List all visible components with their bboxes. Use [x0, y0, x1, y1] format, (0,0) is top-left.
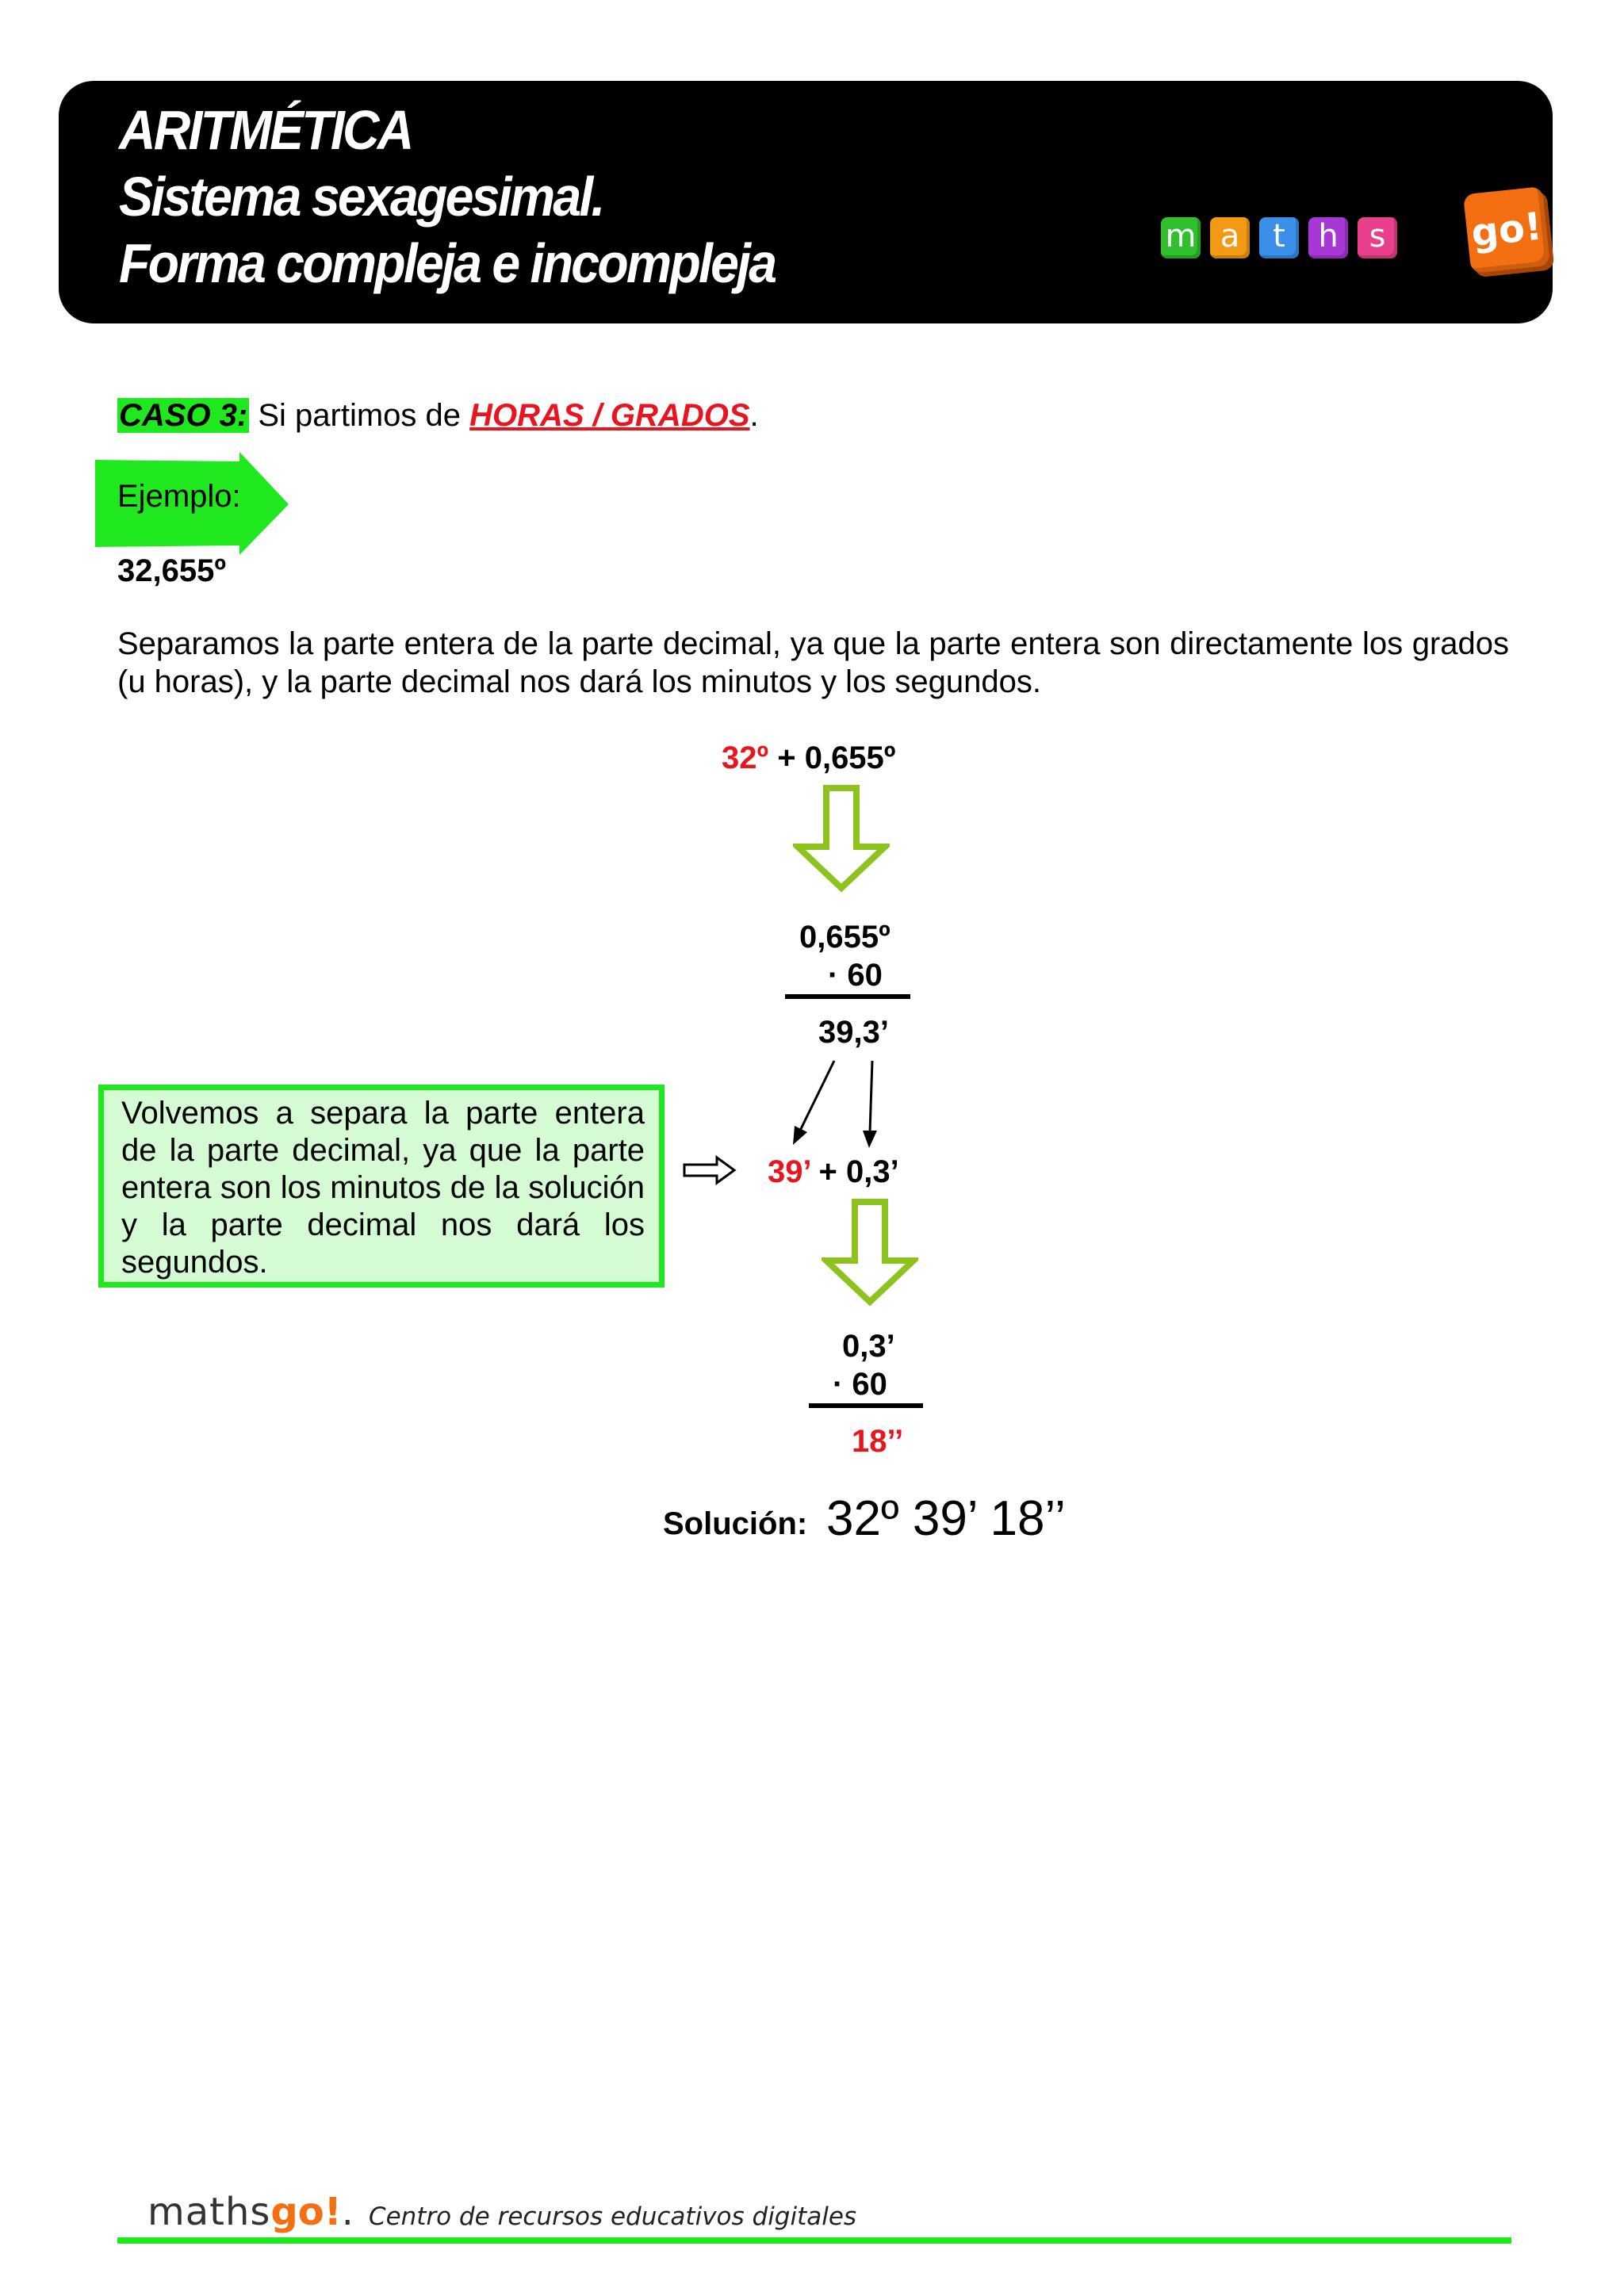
- step2-split: [768, 1154, 899, 1190]
- solution-value: 32º 39’ 18’’: [826, 1491, 1066, 1546]
- logo-cube-m: m: [1161, 217, 1201, 258]
- down-arrow-1-icon: [793, 785, 890, 893]
- logo-cube-a: a: [1210, 217, 1250, 258]
- footer-tagline: Centro de recursos educativos digitales: [368, 2202, 857, 2231]
- step1-dec: 0,655º: [804, 740, 896, 775]
- footer-dot: .: [341, 2190, 354, 2234]
- case-label: CASO 3:: [119, 398, 248, 433]
- case-line: [117, 398, 759, 434]
- solution-label: Solución:: [663, 1506, 808, 1541]
- mult1-factor: · 60: [828, 958, 883, 993]
- case-highlight: HORAS / GRADOS: [469, 398, 750, 433]
- mult1-rule: [785, 994, 910, 999]
- mathsgo-logo: [1161, 182, 1557, 277]
- step1-plus: +: [768, 740, 805, 775]
- example-value: 32,655º: [117, 553, 226, 588]
- footer-maths-text: maths: [147, 2190, 271, 2234]
- mult2-operand: 0,3’: [842, 1329, 895, 1364]
- note-text: Volvemos a separa la parte entera de la parte decimal, ya que la parte entera son los minutos de la solución y la parte decimal nos dará los segundos.: [121, 1096, 645, 1280]
- header-title-subject: ARITMÉTICA: [119, 99, 412, 161]
- logo-go-cube: go!: [1463, 186, 1550, 274]
- explanation-paragraph: Separamos la parte entera de la parte decimal, ya que la parte entera son directamente los grados (u horas), y la parte decimal nos dará los minutos y los segundos.: [117, 626, 1509, 699]
- step2-dec: 0,3’: [846, 1154, 899, 1189]
- logo-cube-t: t: [1259, 217, 1299, 258]
- step2-plus: +: [810, 1154, 846, 1189]
- step1-split: [722, 740, 895, 776]
- case-text-after: .: [749, 398, 759, 433]
- mult2-result: 18’’: [852, 1424, 904, 1459]
- mult1-result: 39,3’: [818, 1015, 889, 1050]
- split-arrows-icon: [785, 1056, 880, 1151]
- case-text-before: Si partimos de: [249, 398, 470, 433]
- example-label: Ejemplo:: [117, 479, 241, 514]
- footer-go-text: go!: [270, 2190, 342, 2234]
- header-title-topic: Sistema sexagesimal.: [119, 166, 603, 228]
- step1-int: 32º: [722, 740, 769, 775]
- down-arrow-2-icon: [822, 1199, 918, 1307]
- mult1-operand: 0,655º: [799, 920, 891, 955]
- step2-int: 39’: [768, 1154, 811, 1189]
- footer-logo: [147, 2190, 856, 2237]
- right-hollow-arrow-icon: [682, 1154, 737, 1186]
- logo-cube-h: h: [1308, 217, 1348, 258]
- footer-divider: [117, 2237, 1511, 2244]
- mult2-factor: · 60: [833, 1367, 887, 1402]
- logo-cube-s: s: [1358, 217, 1397, 258]
- header-banner: [59, 81, 1553, 323]
- mult2-rule: [809, 1403, 923, 1408]
- header-title-subtopic: Forma compleja e incompleja: [119, 232, 776, 294]
- note-box: [98, 1085, 665, 1288]
